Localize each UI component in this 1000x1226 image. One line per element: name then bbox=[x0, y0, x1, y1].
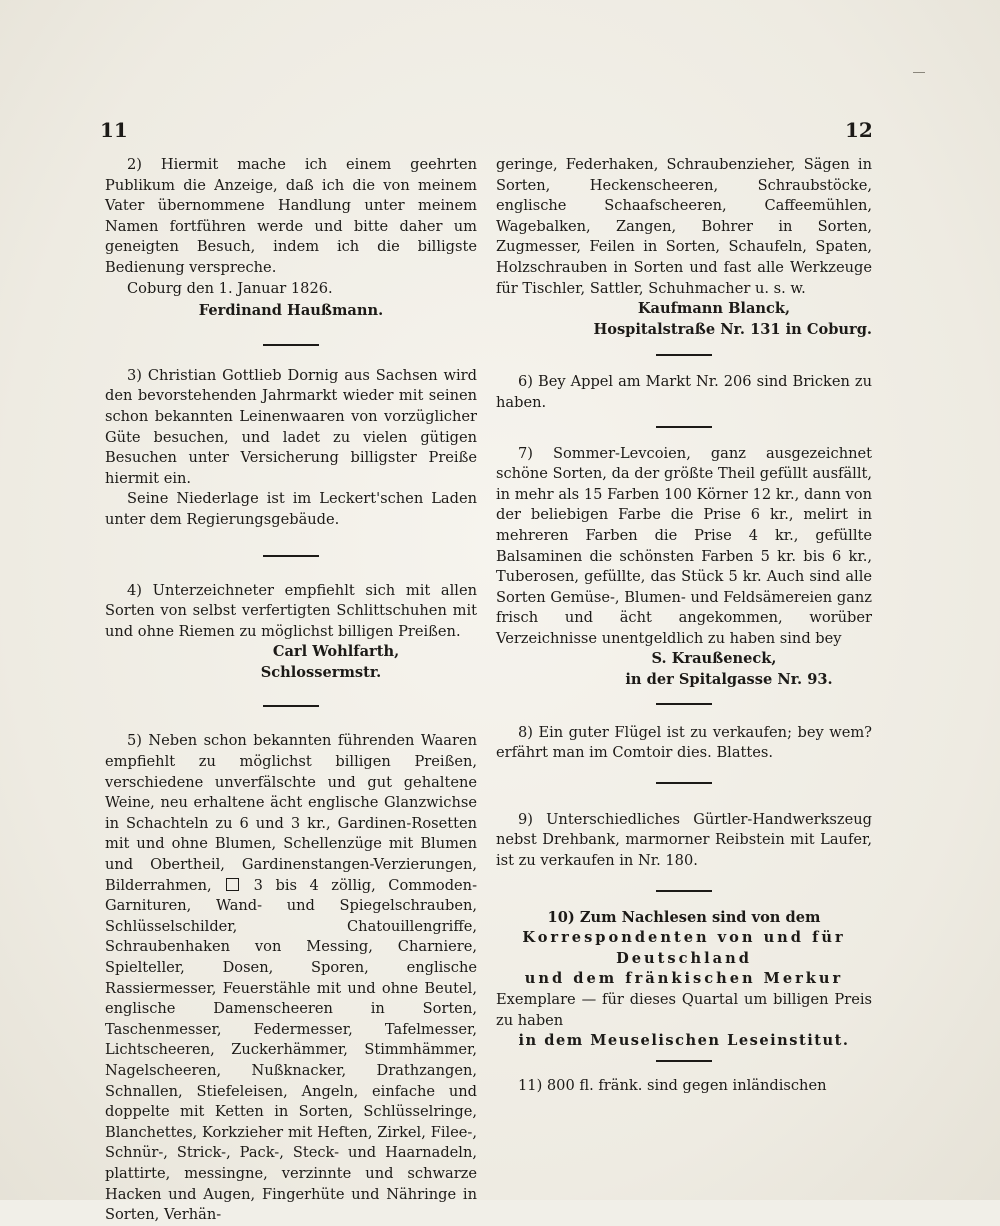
ad-3-text-2: Seine Niederlage ist im Leckert'schen Laden unter dem Regierungsgebäude. bbox=[105, 490, 477, 528]
divider bbox=[656, 354, 712, 356]
ad-2-signature: Ferdinand Haußmann. bbox=[198, 302, 384, 320]
ad-10-line-4: und dem fränkischen Merkur bbox=[524, 970, 844, 988]
ad-7-signature-address: in der Spitalgasse Nr. 93. bbox=[625, 671, 833, 689]
ad-7-signature-name: S. Kraußeneck, bbox=[651, 650, 777, 668]
divider bbox=[656, 703, 712, 705]
ad-3-text: 3) Christian Gottlieb Dornig aus Sachsen wird den bevorstehenden Jahrmarkt wieder mit seinen schon bekannten Leinenwaaren von vorzüglicher Güte besuchen, und ladet zu vielen gütigen Besuchen unter Versicherung billigster Preiße hiermit ein. bbox=[105, 366, 477, 487]
ad-2-date: Coburg den 1. Januar 1826. bbox=[127, 279, 333, 297]
ad-6-text: 6) Bey Appel am Markt Nr. 206 sind Bricken zu haben. bbox=[496, 373, 872, 411]
ad-11-text: 11) 800 fl. fränk. sind gegen inländischen bbox=[518, 1076, 827, 1094]
divider bbox=[656, 890, 712, 892]
ad-4-text: 4) Unterzeichneter empfiehlt sich mit allen Sorten von selbst verfertigten Schlittschuhen mit und ohne Riemen zu möglichst billigen Preißen. bbox=[105, 581, 477, 640]
left-column bbox=[105, 155, 477, 1226]
divider bbox=[263, 555, 319, 557]
ad-9-text: 9) Unterschiedliches Gürtler-Handwerkszeug nebst Drehbank, marmorner Reibstein mit Laufer, ist zu verkaufen in Nr. 180. bbox=[496, 810, 872, 870]
page-number-right: 12 bbox=[845, 118, 873, 142]
right-column bbox=[496, 155, 872, 1096]
ad-10 bbox=[496, 908, 872, 1052]
ad-10-line-1: 10) Zum Nachlesen sind von dem bbox=[547, 908, 821, 926]
ad-4-signature-name: Carl Wohlfarth, bbox=[272, 643, 400, 661]
page-number-left: 11 bbox=[100, 118, 128, 142]
ad-2-text: 2) Hiermit mache ich einem geehrten Publikum die Anzeige, daß ich die von meinem Vater übernommene Handlung unter meinem Namen fortführen werde und bitte daher um geneigten Besuch, indem ich die billigste Bedienung verspreche. bbox=[105, 156, 477, 276]
ad-5-text bbox=[105, 731, 477, 1225]
ad-5-signature-name: Kaufmann Blanck, bbox=[637, 300, 791, 318]
divider bbox=[656, 426, 712, 428]
ad-10-line-2: Korrespondenten von und für bbox=[522, 929, 846, 947]
ad-10-line-5: Exemplare — für dieses Quartal um billigen Preis zu haben bbox=[496, 991, 872, 1029]
ad-5-text-part-1: 5) Neben schon bekannten führenden Waaren empfiehlt zu möglichst billigen Preißen, verschiedene unverfälschte und gut gehaltene Weine, neu erhaltene ächt englische Glanzwichse in Schachteln zu 6 und 3 kr., Gardinen-Rosetten mit und ohne Blumen, Schellenzüge mit Blumen und Obertheil, Gardinenstangen-Verzierungen, Bilderrahmen, bbox=[105, 732, 477, 894]
ad-4-signature-title: Schlossermstr. bbox=[260, 663, 382, 681]
ad-7-text: 7) Sommer-Levcoien, ganz ausgezeichnet schöne Sorten, da der größte Theil gefüllt ausfällt, in mehr als 15 Farben 100 Körner 12 kr., dann von der beliebigen Farbe die Prise 6 kr., melirt in mehreren Farben die Prise 4 kr., gefüllte Balsaminen die schönsten Farben 5 kr. bis 6 kr., Tuberosen, gefüllte, das Stück 5 kr. Auch sind alle Sorten Gemüse-, Blumen- und Feldsämereien ganz frisch und ächt angekommen, worüber Verzeichnisse unentgeldlich zu haben sind bey bbox=[496, 444, 872, 647]
scan-mark bbox=[913, 72, 925, 73]
divider bbox=[263, 344, 319, 346]
ad-5-signature-address: Hospitalstraße Nr. 131 in Coburg. bbox=[593, 320, 872, 338]
divider bbox=[263, 705, 319, 707]
ad-10-line-3: Deutschland bbox=[616, 949, 752, 967]
box-symbol-icon bbox=[226, 878, 239, 891]
ad-8-text: 8) Ein guter Flügel ist zu verkaufen; bey wem? erfährt man im Comtoir dies. Blattes. bbox=[496, 723, 872, 762]
ad-5-text-part-2: 3 bis 4 zöllig, Commoden-Garnituren, Wand- und Spiegelschrauben, Schlüsselschilder, Chatouillengriffe, Schraubenhaken von Messing, Charniere, Spielteller, Dosen, Sporen, englische Rassiermesser, Feuerstähle mit und ohne Beutel, englische Damenscheeren in Sorten, Taschenmesser, Federmesser, Tafelmesser, Lichtscheeren, Zuckerhämmer, Stimmhämmer, Nagelscheeren, Nußknacker, Drathzangen, Schnallen, Stiefeleisen, Angeln, einfache und doppelte mit Ketten in Sorten, Schlüsselringe, Blanchettes, Korkzieher mit Heften, Zirkel, Filee-, Schnür-, Strick-, Pack-, Steck- und Haarnadeln, plattirte, messingne, verzinnte und schwarze Hacken und Augen, Fingerhüte und Nähringe in Sorten, Verhän- bbox=[105, 876, 478, 1224]
ad-10-line-6: in dem Meuselischen Leseinstitut. bbox=[518, 1032, 850, 1050]
ad-5-continued-text: geringe, Federhaken, Schraubenzieher, Sägen in Sorten, Heckenscheeren, Schraubstöcke, englische Schaafscheeren, Caffeemühlen, Wagebalken, Zangen, Bohrer in Sorten, Zugmesser, Feilen in Sorten, Schaufeln, Spaten, Holzschrauben in Sorten und fast alle Werkzeuge für Tischler, Sattler, Schuhmacher u. s. w. bbox=[496, 156, 872, 297]
divider bbox=[656, 1060, 712, 1062]
divider bbox=[656, 782, 712, 784]
